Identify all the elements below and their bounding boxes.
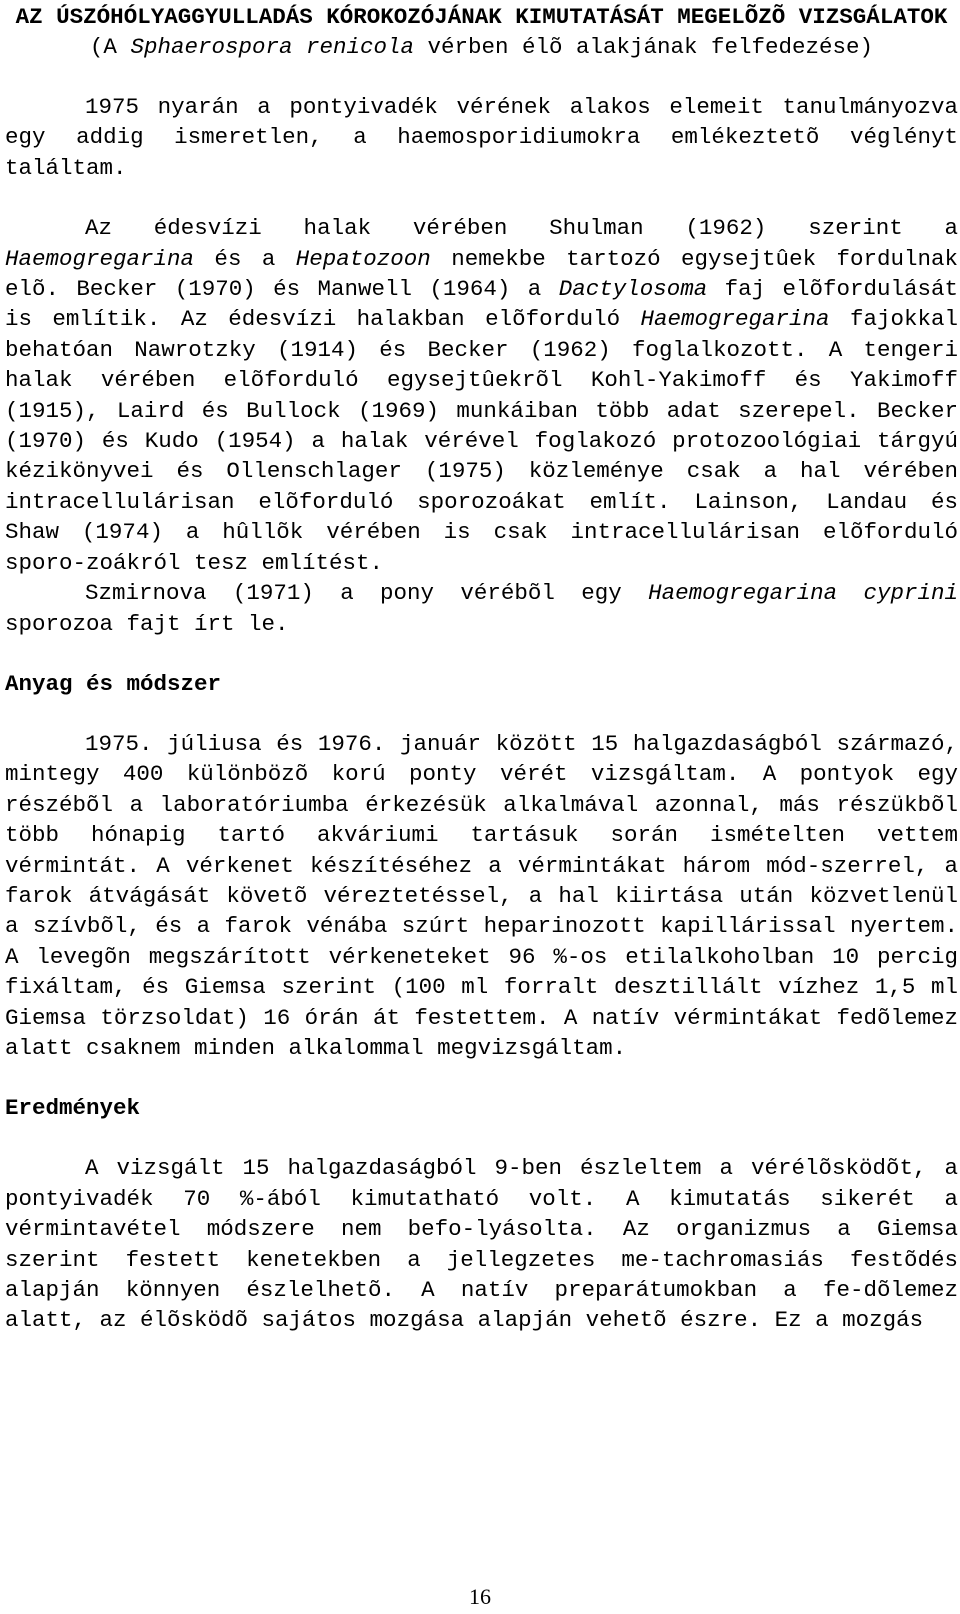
literature-text-1: Az édesvízi halak vérében Shulman (1962) szerint a — [85, 215, 958, 242]
literature-genus-3: Dactylosoma — [558, 276, 708, 303]
document-title: AZ ÚSZÓHÓLYAGGYULLADÁS KÓROKOZÓJÁNAK KIMUTATÁSÁT MEGELÕZÕ VIZSGÁLATOK — [15, 4, 948, 30]
literature-text-5: fajokkal behatóan Nawrotzky (1914) és Becker (1962) foglalkozott. A tengeri halak vérében elõforduló egysejtûekrõl Kohl-Yakimoff és Yakimoff (1915), Laird és Bullock (1969) munkáiban több adat szerepel. Becker (1970) és Kudo (1954) a halak vérével foglakozó protozoológiai tárgyú kézikönyvei és Ollenschlager (1975) közleménye csak a hal vérében intracellulárisan elõforduló sporozoákat említ. Lainson, Landau és Shaw (1974) a hûllõk vérében is csak intracellulárisan elõforduló sporo-zoákról tesz említést. — [5, 306, 958, 576]
szmirnova-text-2: sporozoa fajt írt le. — [5, 610, 289, 637]
subtitle-open: (A — [89, 34, 131, 60]
literature-genus-1: Haemogregarina — [5, 245, 195, 272]
document-subtitle — [5, 32, 958, 62]
subtitle-rest: vérben élõ alakjának felfedezése) — [413, 34, 874, 60]
literature-genus-2: Hepatozoon — [295, 245, 431, 272]
literature-text-3: nemekbe tartozó egysejtûek fordulnak elõ. Becker (1970) és Manwell (1964) a — [5, 245, 958, 303]
literature-text-4: faj elõfordulását is említik. Az édesvízi halakban elõforduló — [5, 276, 958, 333]
results-heading: Eredmények — [5, 1095, 141, 1122]
literature-paragraph — [5, 213, 958, 578]
results-paragraph: A vizsgált 15 halgazdaságból 9-ben észleltem a vérélõsködõt, a pontyivadék 70 %-ából kimutatható volt. A kimutatás sikerét a vérmintavétel módszere nem befo-lyásolta. Az organizmus a Giemsa szerint festett kenetekben a jellegzetes me-tachromasiás festõdés alapján könnyen észlelhetõ. A natív preparátumokban a fe-dõlemez alatt, az élõsködõ sajátos mozgása alapján vehetõ észre. Ez a mozgás — [5, 1155, 958, 1334]
literature-genus-4: Haemogregarina — [640, 306, 830, 333]
literature-text-2: és a — [194, 245, 296, 272]
document-page — [5, 0, 958, 1366]
intro-paragraph: 1975 nyarán a pontyivadék vérének alakos elemeit tanulmányozva egy addig ismeretlen, a haemosporidiumokra emlékeztetõ véglényt találtam. — [5, 94, 958, 181]
methods-paragraph: 1975. júliusa és 1976. január között 15 halgazdaságból származó, mintegy 400 különbözõ korú ponty vérét vizsgáltam. A pontyok egy részébõl a laboratóriumba érkezésük alkalmával azonnal, más részükbõl több hónapig tartó akváriumi tartásuk során ismételten vettem vérmintát. A vérkenet készítéséhez a vérmintákat három mód-szerrel, a farok átvágását követõ véreztetéssel, a hal kiirtása után közvetlenül a szívbõl, és a farok vénába szúrt heparinozott kapillárissal nyertem. A levegõn megszárított vérkeneteket 96 %-os etilalkoholban 10 percig fixáltam, és Giemsa szerint (100 ml forralt desztillált vízhez 1,5 ml Giemsa törzsoldat) 16 órán át festettem. A natív vérmintákat fedõlemez alatt csaknem minden alkalommal megvizsgáltam. — [5, 730, 958, 1061]
methods-heading: Anyag és módszer — [5, 670, 222, 697]
szmirnova-text-1: Szmirnova (1971) a pony vérébõl egy — [85, 580, 649, 607]
szmirnova-species: Haemogregarina cyprini — [648, 580, 958, 607]
page-number: 16 — [469, 1584, 491, 1609]
szmirnova-paragraph — [5, 578, 958, 639]
subtitle-species: Sphaerospora renicola — [130, 34, 414, 60]
